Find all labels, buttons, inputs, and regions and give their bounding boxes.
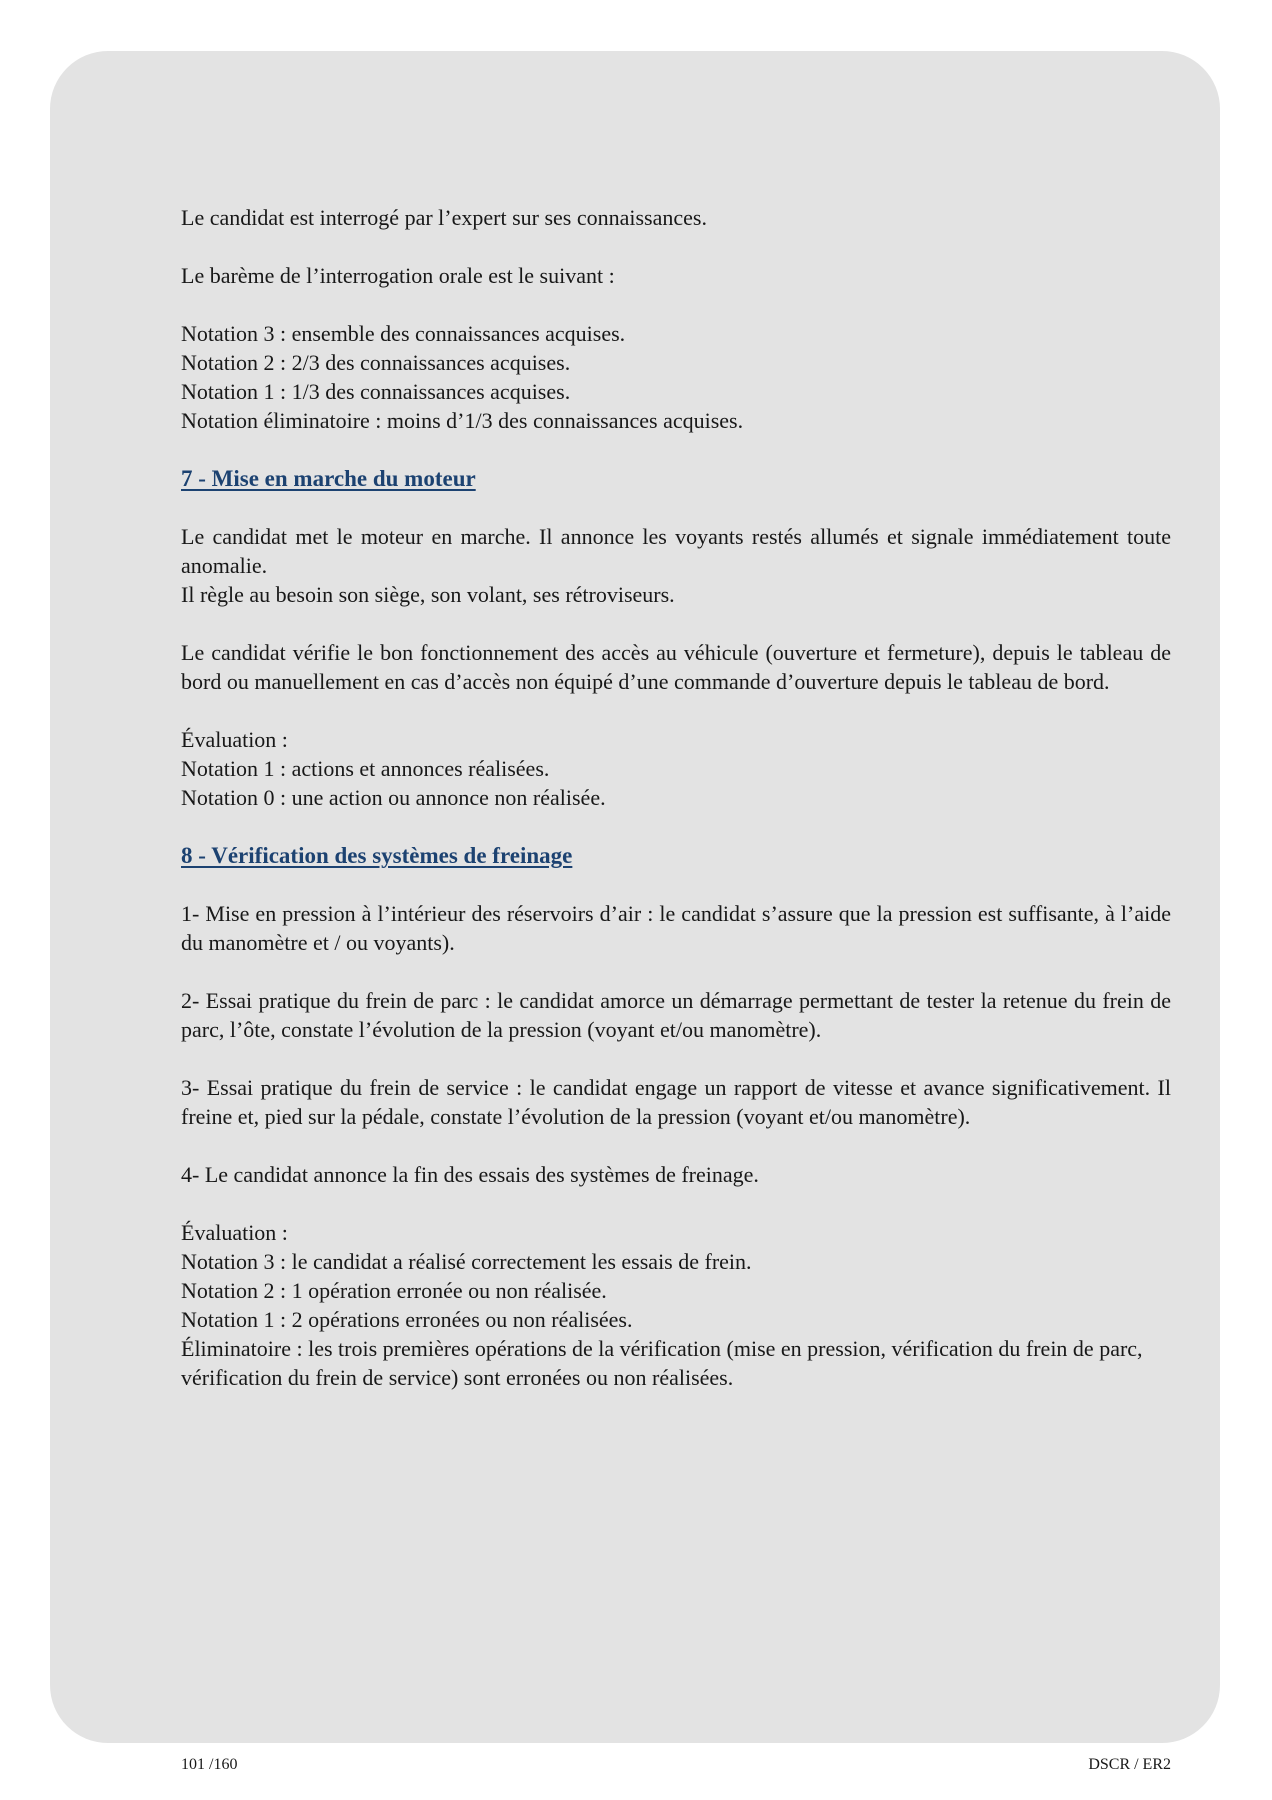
evaluation-line: Évaluation : (181, 727, 288, 752)
evaluation-line: Notation 3 : le candidat a réalisé correctement les essais de frein. (181, 1249, 752, 1274)
section-8-item-3: 3- Essai pratique du frein de service : le candidat engage un rapport de vitesse et avance significativement. Il freine et, pied sur la pédale, constate l’évolution de la pression (voyant et/ou manomètre). (181, 1075, 1171, 1129)
document-body (181, 203, 1171, 1421)
evaluation-line: Notation 1 : actions et annonces réalisées. (181, 756, 550, 781)
evaluation-line: Notation 1 : 2 opérations erronées ou non réalisées. (181, 1307, 633, 1332)
evaluation-line: Évaluation : (181, 1220, 288, 1245)
section-8-evaluation-block (181, 1218, 1171, 1392)
document-reference: DSCR / ER2 (1088, 1756, 1171, 1773)
intro-paragraph-1: Le candidat est interrogé par l’expert sur ses connaissances. (181, 205, 707, 230)
page-footer (181, 1755, 1171, 1775)
page-number: 101 /160 (181, 1756, 238, 1773)
notation-scale-block (181, 319, 1171, 435)
section-8-heading: 8 - Vérification des systèmes de freinage (181, 843, 573, 868)
notation-scale-line: Notation éliminatoire : moins d’1/3 des connaissances acquises. (181, 408, 744, 433)
notation-scale-line: Notation 2 : 2/3 des connaissances acquises. (181, 350, 571, 375)
evaluation-line: Notation 2 : 1 opération erronée ou non réalisée. (181, 1278, 607, 1303)
evaluation-line: Notation 0 : une action ou annonce non réalisée. (181, 785, 606, 810)
section-7-paragraph-1: Le candidat met le moteur en marche. Il annonce les voyants restés allumés et signale immédiatement toute anomalie. (181, 524, 1171, 578)
document-sheet (50, 51, 1220, 1773)
notation-scale-line: Notation 1 : 1/3 des connaissances acquises. (181, 379, 571, 404)
section-7-heading: 7 - Mise en marche du moteur (181, 466, 476, 491)
notation-scale-line: Notation 3 : ensemble des connaissances acquises. (181, 321, 626, 346)
section-8-item-4: 4- Le candidat annonce la fin des essais des systèmes de freinage. (181, 1162, 759, 1187)
section-8-item-1: 1- Mise en pression à l’intérieur des réservoirs d’air : le candidat s’assure que la pression est suffisante, à l’aide du manomètre et / ou voyants). (181, 901, 1171, 955)
section-7-paragraph-3: Le candidat vérifie le bon fonctionnement des accès au véhicule (ouverture et fermeture), depuis le tableau de bord ou manuellement en cas d’accès non équipé d’une commande d’ouverture depuis le tableau de bord. (181, 640, 1171, 694)
section-8-item-2: 2- Essai pratique du frein de parc : le candidat amorce un démarrage permettant de tester la retenue du frein de parc, l’ôte, constate l’évolution de la pression (voyant et/ou manomètre). (181, 988, 1171, 1042)
evaluation-line: Éliminatoire : les trois premières opérations de la vérification (mise en pression, vérification du frein de parc, vérification du frein de service) sont erronées ou non réalisées. (181, 1336, 1143, 1390)
section-7-evaluation-block (181, 725, 1171, 812)
intro-paragraph-2: Le barème de l’interrogation orale est le suivant : (181, 263, 615, 288)
section-7-paragraph-2: Il règle au besoin son siège, son volant, ses rétroviseurs. (181, 582, 675, 607)
